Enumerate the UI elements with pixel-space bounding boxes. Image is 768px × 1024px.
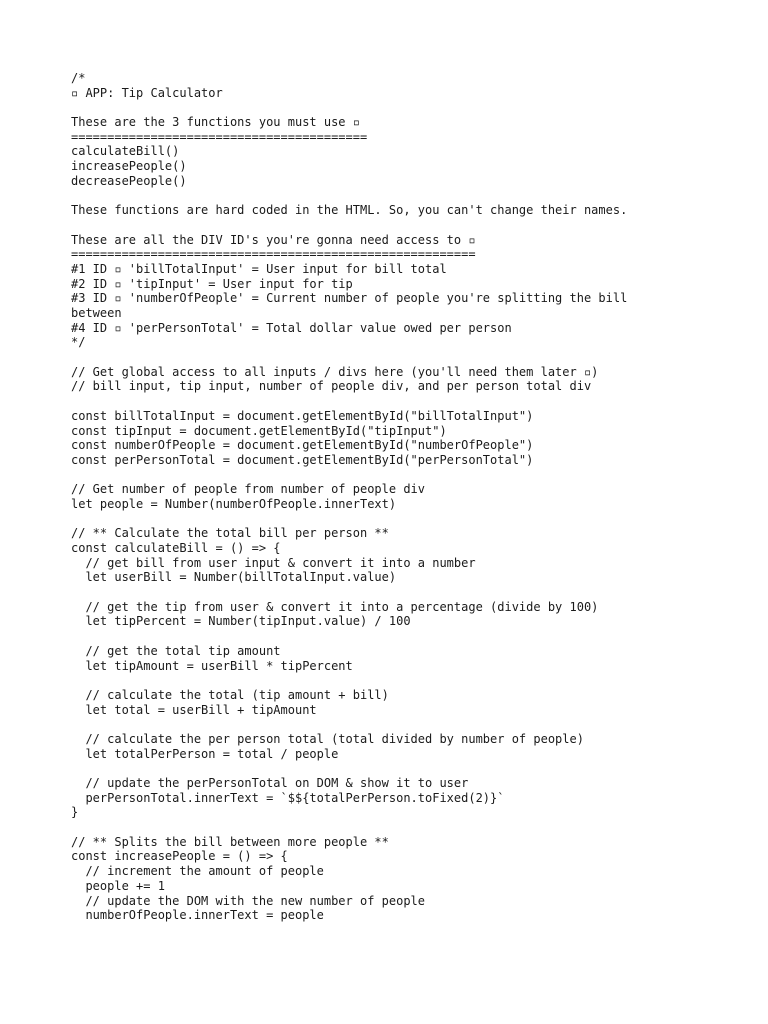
code-line <box>71 218 761 233</box>
code-line: between <box>71 306 122 320</box>
code-line <box>71 585 761 600</box>
code-line: // calculate the total (tip amount + bill) <box>71 687 389 702</box>
code-line: const increasePeople = () => { <box>71 849 288 864</box>
code-line: ▫ APP: Tip Calculator <box>71 85 223 100</box>
code-document <box>71 71 761 923</box>
code-line: } <box>71 805 79 820</box>
code-line: // increment the amount of people <box>71 864 324 879</box>
code-line: #1 ID ▫ 'billTotalInput' = User input for bill total <box>71 261 447 276</box>
code-line: const calculateBill = () => { <box>71 541 281 555</box>
code-line <box>71 512 761 527</box>
code-line: calculateBill() <box>71 144 180 159</box>
code-line: let userBill = Number(billTotalInput.value) <box>71 570 397 585</box>
code-line: // ** Splits the bill between more people ** <box>71 834 389 849</box>
code-line: /* <box>71 71 86 85</box>
code-line: const numberOfPeople = document.getElementById("numberOfPeople") <box>71 438 534 453</box>
code-line: These are all the DIV ID's you're gonna need access to ▫ <box>71 232 476 247</box>
code-line: let totalPerPerson = total / people <box>71 746 339 761</box>
code-line: // update the perPersonTotal on DOM & show it to user <box>71 776 469 790</box>
code-line: decreasePeople() <box>71 173 187 188</box>
code-line: perPersonTotal.innerText = `$${totalPerPerson.toFixed(2)}` <box>71 790 505 805</box>
code-line: // get the total tip amount <box>71 643 281 658</box>
code-line: // ** Calculate the total bill per person ** <box>71 526 389 541</box>
code-line <box>71 468 761 483</box>
code-line: increasePeople() <box>71 159 187 174</box>
code-line <box>71 394 761 409</box>
code-line: // get the tip from user & convert it into a percentage (divide by 100) <box>71 599 599 614</box>
code-line: let people = Number(numberOfPeople.innerText) <box>71 496 397 511</box>
code-line <box>71 717 761 732</box>
code-line: let total = userBill + tipAmount <box>71 702 317 717</box>
code-line: #2 ID ▫ 'tipInput' = User input for tip <box>71 276 353 291</box>
code-line: let tipAmount = userBill * tipPercent <box>71 658 353 673</box>
code-line: // Get global access to all inputs / divs here (you'll need them later ▫) <box>71 364 599 379</box>
code-line: These are the 3 functions you must use ▫ <box>71 115 360 130</box>
code-line: #4 ID ▫ 'perPersonTotal' = Total dollar value owed per person <box>71 320 512 335</box>
code-line: ========================================= <box>71 129 368 144</box>
code-line: // Get number of people from number of people div <box>71 482 426 497</box>
code-line: // bill input, tip input, number of people div, and per person total div <box>71 379 592 394</box>
code-line <box>71 100 761 115</box>
code-line: // get bill from user input & convert it into a number <box>71 555 476 570</box>
code-line: These functions are hard coded in the HTML. So, you can't change their names. <box>71 203 628 218</box>
code-line: const tipInput = document.getElementById("tipInput") <box>71 423 447 438</box>
code-line: const billTotalInput = document.getElementById("billTotalInput") <box>71 408 534 423</box>
code-line <box>71 761 761 776</box>
code-line: people += 1 <box>71 878 165 893</box>
code-line: numberOfPeople.innerText = people <box>71 908 324 923</box>
code-line: #3 ID ▫ 'numberOfPeople' = Current number of people you're splitting the bill <box>71 291 628 306</box>
code-line: */ <box>71 335 86 350</box>
code-line: ======================================================== <box>71 247 476 262</box>
code-line: // update the DOM with the new number of people <box>71 893 426 908</box>
code-line <box>71 350 761 365</box>
code-line: const perPersonTotal = document.getElementById("perPersonTotal") <box>71 452 534 467</box>
code-line <box>71 189 761 204</box>
code-line <box>71 673 761 688</box>
code-line: // calculate the per person total (total divided by number of people) <box>71 731 584 746</box>
code-line <box>71 629 761 644</box>
code-line <box>71 820 761 835</box>
code-line: let tipPercent = Number(tipInput.value) / 100 <box>71 614 411 629</box>
